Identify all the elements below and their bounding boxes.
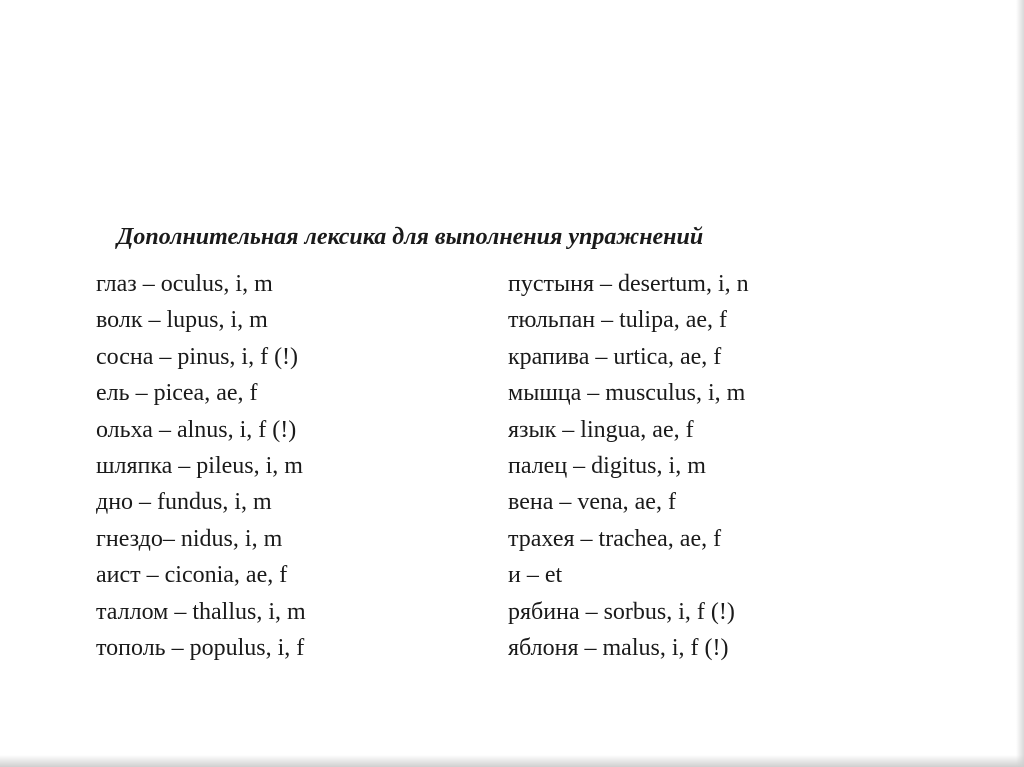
vocab-entry: таллом – thallus, i, m	[96, 598, 306, 625]
vocab-entry: трахея – trachea, ae, f	[508, 525, 722, 552]
vocab-entry: мышца – musculus, i, m	[508, 380, 746, 407]
vocab-entry: язык – lingua, ae, f	[508, 416, 694, 443]
page-edge-shadow-bottom	[0, 755, 1024, 767]
vocab-entry: вена – vena, ae, f	[508, 489, 676, 516]
vocab-entry: рябина – sorbus, i, f (!)	[508, 598, 735, 625]
page-edge-shadow-right	[1016, 0, 1024, 767]
vocab-entry: ель – picea, ae, f	[96, 380, 258, 407]
vocab-entry: гнездо– nidus, i, m	[96, 525, 283, 552]
vocab-entry: шляпка – pileus, i, m	[96, 453, 303, 480]
vocabulary-list-left	[96, 266, 306, 666]
vocab-entry: аист – ciconia, ae, f	[96, 562, 288, 589]
vocab-entry: волк – lupus, i, m	[96, 307, 268, 334]
vocabulary-list-right	[508, 266, 749, 666]
vocab-entry: яблоня – malus, i, f (!)	[508, 635, 729, 662]
vocab-entry: ольха – alnus, i, f (!)	[96, 416, 297, 443]
vocab-entry: тюльпан – tulipa, ae, f	[508, 307, 728, 334]
vocab-entry: пустыня – desertum, i, n	[508, 271, 749, 297]
vocab-entry: дно – fundus, i, m	[96, 489, 272, 516]
vocab-entry: крапива – urtica, ae, f	[508, 343, 722, 370]
slide-title: Дополнительная лексика для выполнения упражнений	[117, 224, 704, 250]
vocab-entry: сосна – pinus, i, f (!)	[96, 343, 299, 370]
vocab-entry: палец – digitus, i, m	[508, 453, 706, 480]
vocab-entry: глаз – oculus, i, m	[96, 271, 273, 297]
vocab-entry: и – et	[508, 562, 563, 589]
vocab-entry: тополь – populus, i, f	[96, 635, 305, 662]
